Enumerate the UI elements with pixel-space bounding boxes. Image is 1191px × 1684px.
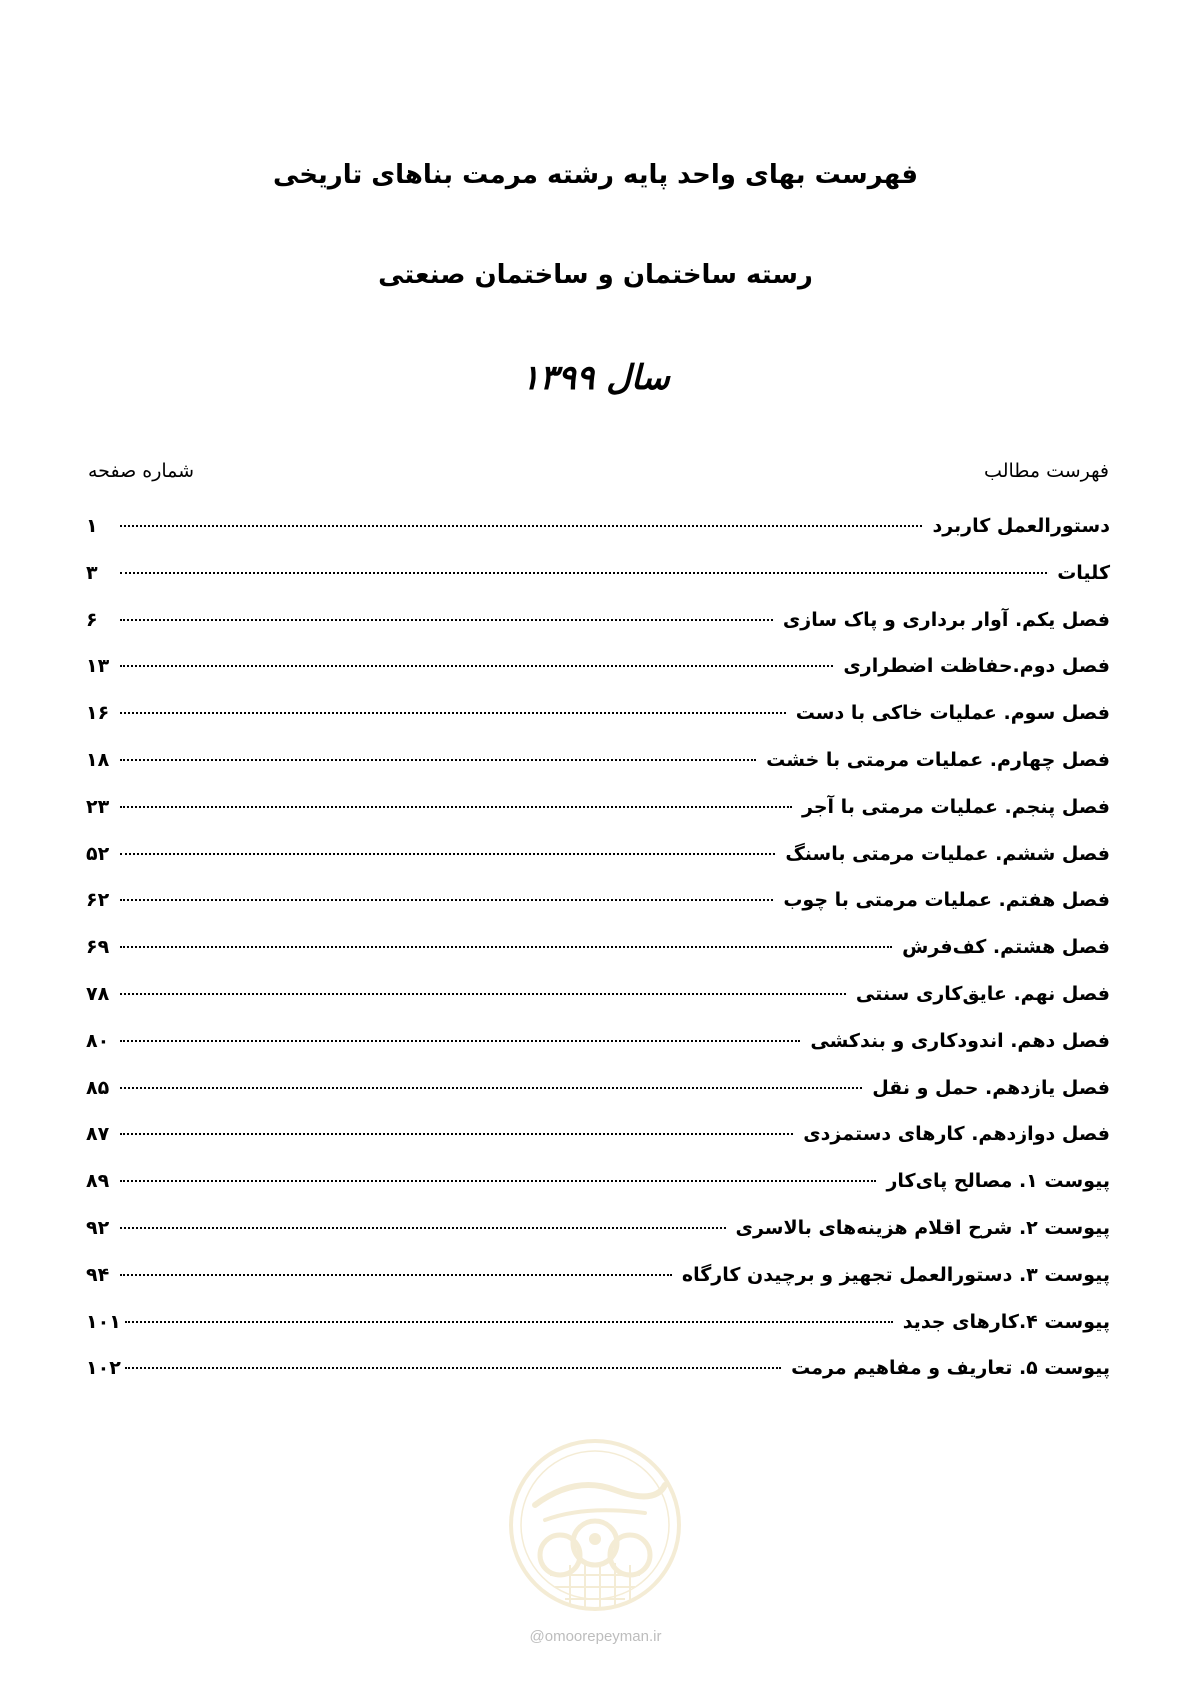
dot-leader bbox=[125, 1367, 781, 1369]
dot-leader bbox=[120, 712, 786, 714]
toc-entry-page: ۶۹ bbox=[86, 936, 110, 959]
toc-entry[interactable] bbox=[86, 1123, 1110, 1170]
toc-entry[interactable] bbox=[86, 889, 1110, 936]
toc-entry[interactable] bbox=[86, 609, 1110, 656]
toc-entry-title: دستورالعمل کاربرد bbox=[932, 515, 1110, 537]
toc-entry[interactable] bbox=[86, 1030, 1110, 1077]
toc-entry-page: ۶۲ bbox=[86, 889, 110, 912]
toc-entry-page: ۱ bbox=[86, 515, 98, 537]
toc-entry-title: فصل پنجم. عملیات مرمتی با آجر bbox=[802, 795, 1110, 818]
toc-entry-page: ۷۸ bbox=[86, 982, 110, 1005]
toc-entry-title: پیوست ۴.کارهای جدید bbox=[902, 1310, 1110, 1333]
document-title: فهرست بهای واحد پایه رشته مرمت بناهای تاریخی bbox=[272, 160, 919, 190]
toc-entry-title: فصل نهم. عایق‌کاری سنتی bbox=[855, 982, 1110, 1005]
toc-heading: فهرست مطالب bbox=[984, 460, 1109, 482]
dot-leader bbox=[120, 899, 773, 901]
table-of-contents bbox=[86, 515, 1110, 1404]
dot-leader bbox=[120, 946, 892, 948]
toc-entry-page: ۱۶ bbox=[86, 702, 110, 725]
dot-leader bbox=[120, 665, 833, 667]
toc-entry-title: فصل ششم. عملیات مرمتی باسنگ bbox=[785, 842, 1110, 865]
toc-entry-title: فصل چهارم. عملیات مرمتی با خشت bbox=[766, 748, 1110, 771]
watermark-logo-icon bbox=[505, 1435, 685, 1615]
document-year: سال ۱۳۹۹ bbox=[521, 358, 670, 398]
dot-leader bbox=[120, 572, 1047, 574]
toc-entry-title: فصل دهم. اندودکاری و بندکشی bbox=[810, 1029, 1110, 1052]
toc-entry-page: ۶ bbox=[86, 608, 98, 631]
dot-leader bbox=[120, 1087, 862, 1089]
toc-entry-page: ۹۴ bbox=[86, 1263, 110, 1286]
toc-entry[interactable] bbox=[86, 655, 1110, 702]
dot-leader bbox=[120, 1133, 793, 1135]
toc-entry[interactable] bbox=[86, 562, 1110, 609]
dot-leader bbox=[120, 1227, 726, 1229]
toc-entry[interactable] bbox=[86, 1217, 1110, 1264]
toc-entry-title: کلیات bbox=[1057, 561, 1110, 584]
dot-leader bbox=[120, 619, 773, 621]
dot-leader bbox=[120, 806, 792, 808]
dot-leader bbox=[125, 1321, 893, 1323]
toc-entry-title: پیوست ۵. تعاریف و مفاهیم مرمت bbox=[791, 1357, 1110, 1380]
toc-entry[interactable] bbox=[86, 515, 1110, 562]
toc-entry[interactable] bbox=[86, 749, 1110, 796]
page-number-heading: شماره صفحه bbox=[88, 460, 195, 482]
toc-entry-title: پیوست ۱. مصالح پای‌کار bbox=[886, 1170, 1110, 1193]
dot-leader bbox=[120, 1180, 876, 1182]
toc-entry-page: ۱۰۲ bbox=[86, 1357, 121, 1380]
watermark-url: @omoorepeyman.ir bbox=[529, 1628, 662, 1645]
toc-entry-title: فصل یازدهم. حمل و نقل bbox=[872, 1076, 1110, 1099]
dot-leader bbox=[120, 525, 922, 527]
toc-entry-title: فصل هفتم. عملیات مرمتی با چوب bbox=[783, 889, 1110, 912]
toc-entry-title: فصل هشتم. کف‌فرش bbox=[902, 936, 1110, 959]
toc-entry-page: ۵۲ bbox=[86, 842, 110, 865]
toc-entry[interactable] bbox=[86, 1357, 1110, 1404]
toc-entry-title: پیوست ۲. شرح اقلام هزینه‌های بالاسری bbox=[735, 1216, 1110, 1239]
toc-entry[interactable] bbox=[86, 1170, 1110, 1217]
dot-leader bbox=[120, 993, 846, 995]
toc-entry-title: فصل سوم. عملیات خاکی با دست bbox=[795, 702, 1110, 725]
toc-entry-page: ۸۰ bbox=[86, 1029, 110, 1052]
toc-entry-page: ۲۳ bbox=[86, 795, 110, 818]
toc-entry-title: فصل دوازدهم. کارهای دستمزدی bbox=[803, 1123, 1110, 1146]
toc-entry[interactable] bbox=[86, 796, 1110, 843]
toc-entry[interactable] bbox=[86, 1311, 1110, 1358]
toc-entry-page: ۹۲ bbox=[86, 1216, 110, 1239]
toc-entry-page: ۸۷ bbox=[86, 1123, 110, 1146]
toc-entry[interactable] bbox=[86, 1077, 1110, 1124]
document-subtitle: رسته ساختمان و ساختمان صنعتی bbox=[378, 260, 813, 290]
dot-leader bbox=[120, 853, 775, 855]
toc-entry-page: ۸۹ bbox=[86, 1170, 110, 1193]
toc-entry-page: ۱۰۱ bbox=[86, 1310, 121, 1333]
toc-entry[interactable] bbox=[86, 983, 1110, 1030]
toc-entry-title: فصل یکم. آوار برداری و پاک سازی bbox=[782, 608, 1110, 631]
toc-entry-page: ۱۸ bbox=[86, 748, 110, 771]
toc-entry[interactable] bbox=[86, 1264, 1110, 1311]
toc-entry-page: ۸۵ bbox=[86, 1076, 110, 1099]
dot-leader bbox=[120, 759, 756, 761]
toc-entry[interactable] bbox=[86, 702, 1110, 749]
toc-entry-page: ۱۳ bbox=[86, 655, 110, 678]
toc-entry-title: فصل دوم.حفاظت اضطراری bbox=[843, 655, 1110, 678]
toc-entry[interactable] bbox=[86, 843, 1110, 890]
toc-entry[interactable] bbox=[86, 936, 1110, 983]
toc-entry-title: پیوست ۳. دستورالعمل تجهیز و برچیدن کارگاه bbox=[681, 1263, 1110, 1286]
dot-leader bbox=[120, 1040, 800, 1042]
toc-entry-page: ۳ bbox=[86, 561, 98, 584]
dot-leader bbox=[120, 1274, 672, 1276]
